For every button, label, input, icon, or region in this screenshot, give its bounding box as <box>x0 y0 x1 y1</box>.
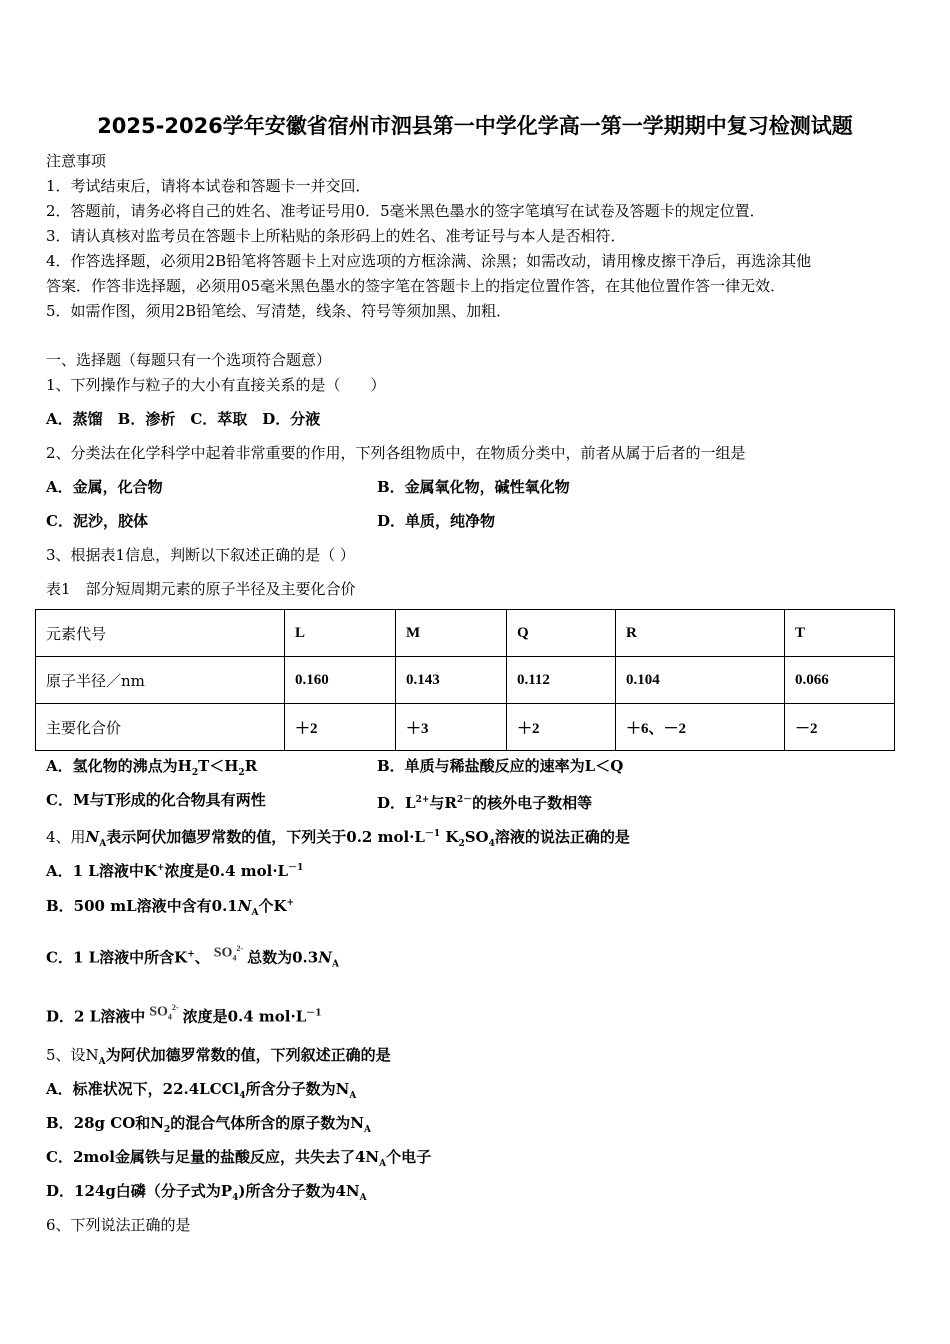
q4-option-a: A．1 L溶液中K+浓度是0.4 $mol\cdot L^{-1}$ <box>46 862 304 880</box>
q3-option-a: A．氢化物的沸点为$H_2T<H_2R$ <box>46 757 258 778</box>
table-cell: ＋3 <box>396 704 507 751</box>
notice-item: 4．作答选择题，必须用2B铅笔将答题卡上对应选项的方框涂满、涂黑；如需改动，请用橡皮擦干净后，再选涂其他 <box>46 252 812 270</box>
sulfate-formula: $SO_4^{2-}$ <box>213 944 244 963</box>
table-cell: Q <box>507 610 616 657</box>
q3-table-caption: 表1 部分短周期元素的原子半径及主要化合价 <box>46 580 356 598</box>
table-cell: 0.112 <box>507 657 616 704</box>
page-title: 2025-2026学年安徽省宿州市泗县第一中学化学高一第一学期期中复习检测试题 <box>97 114 853 138</box>
table-cell: T <box>785 610 895 657</box>
q2-option-d: D．单质，纯净物 <box>377 512 496 530</box>
q4-option-d: D．2 L溶液中 $SO_4^{2-}$浓度是0.4 $mol\cdot L^{-1}$ <box>46 998 322 1027</box>
q2-stem: 2、分类法在化学科学中起着非常重要的作用，下列各组物质中，在物质分类中，前者从属于后者的一组是 <box>46 444 746 462</box>
q1-stem: 1、下列操作与粒子的大小有直接关系的是（ ） <box>46 376 386 394</box>
notice-item: 答案．作答非选择题，必须用05毫米黑色墨水的签字笔在答题卡上的指定位置作答，在其他位置作答一律无效． <box>46 277 786 295</box>
table-cell: 主要化合价 <box>36 704 285 751</box>
table-cell: M <box>396 610 507 657</box>
notice-item: 3．请认真核对监考员在答题卡上所粘贴的条形码上的姓名、准考证号与本人是否相符． <box>46 227 626 245</box>
q6-stem: 6、下列说法正确的是 <box>46 1216 191 1234</box>
q3-option-c: C．M与T形成的化合物具有两性 <box>46 791 266 809</box>
q3-option-b: B．单质与稀盐酸反应的速率为L＜Q <box>377 757 624 775</box>
table-cell: 0.143 <box>396 657 507 704</box>
q2-option-a: A．金属，化合物 <box>46 478 163 496</box>
q5-option-b: B．28g CO和$N_2$的混合气体所含的原子数为$N_A$ <box>46 1114 371 1135</box>
table-cell: ＋6、－2 <box>616 704 785 751</box>
q1-options: A．蒸馏 B．渗析 C．萃取 D．分液 <box>46 410 321 428</box>
q4-stem: 4、用$N_A$表示阿伏加德罗常数的值，下列关于0.2 $mol\cdot L^{-1}$ $K_2SO_4$溶液的说法正确的是 <box>46 828 630 849</box>
table-cell: 原子半径／nm <box>36 657 285 704</box>
q3-stem: 3、根据表1信息，判断以下叙述正确的是（ ） <box>46 546 355 564</box>
element-table <box>35 609 895 751</box>
q3-option-d: D．$L^{2+}$与$R^{2-}$的核外电子数相等 <box>377 794 593 812</box>
table-cell: 0.104 <box>616 657 785 704</box>
table-cell: L <box>285 610 396 657</box>
section-heading: 一、选择题（每题只有一个选项符合题意） <box>46 351 332 369</box>
notice-item: 5．如需作图，须用2B铅笔绘、写清楚，线条、符号等须加黑、加粗． <box>46 302 512 320</box>
table-cell: 0.160 <box>285 657 396 704</box>
q5-option-d: D．124g白磷（分子式为$P_4$)所含分子数为$4N_A$ <box>46 1182 367 1203</box>
table-cell: ＋2 <box>285 704 396 751</box>
q5-option-c: C．2mol金属铁与足量的盐酸反应，共失去了$4N_A$个电子 <box>46 1148 432 1169</box>
q2-option-c: C．泥沙，胶体 <box>46 512 148 530</box>
notice-heading: 注意事项 <box>46 152 107 170</box>
table-cell: R <box>616 610 785 657</box>
table-cell: －2 <box>785 704 895 751</box>
q4-option-b: B．500 mL溶液中含有$0.1N_A$个K+ <box>46 897 295 918</box>
table-row <box>36 657 895 704</box>
q5-option-a: A．标准状况下，22.4LCCl$_4$所含分子数为$N_A$ <box>46 1080 357 1101</box>
notice-item: 2．答题前，请务必将自己的姓名、准考证号用0．5毫米黑色墨水的签字笔填写在试卷及答题卡的规定位置． <box>46 202 765 220</box>
table-cell: 0.066 <box>785 657 895 704</box>
table-cell: ＋2 <box>507 704 616 751</box>
sulfate-formula: $SO_4^{2-}$ <box>149 1003 179 1022</box>
q2-option-b: B．金属氧化物，碱性氧化物 <box>377 478 570 496</box>
q5-stem: 5、设$N_A$为阿伏加德罗常数的值，下列叙述正确的是 <box>46 1046 391 1067</box>
notice-item: 1．考试结束后，请将本试卷和答题卡一并交回． <box>46 177 371 195</box>
q4-option-c: C．1 L溶液中所含K+、 $SO_4^{2-}$总数为$0.3N_A$ <box>46 939 339 975</box>
table-row <box>36 610 895 657</box>
table-cell: 元素代号 <box>36 610 285 657</box>
table-row <box>36 704 895 751</box>
